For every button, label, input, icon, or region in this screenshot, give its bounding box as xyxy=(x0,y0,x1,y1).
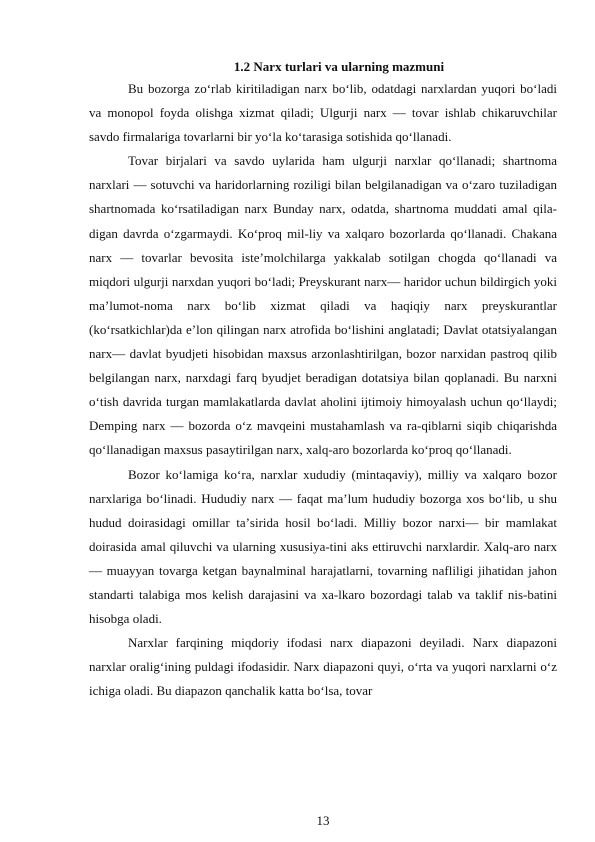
paragraph: Narxlar farqining miqdoriy ifodasi narx diapazoni deyiladi. Narx diapazoni narxlar oraligʻining puldagi ifodasidir. Narx diapazoni quyi, oʻrta va yuqori narxlarni oʻz ichiga oladi. Bu diapazon qanchalik katta boʻlsa, tovar xyxy=(89,635,557,699)
paragraph: Bu bozorga zoʻrlab kiritiladigan narx boʻlib, odatdagi narxlardan yuqori boʻladi va monopol foyda olishga xizmat qiladi; Ulgurji narx — tovar ishlab chikaruvchilar savdo firmalariga tovarlarni bir yoʻla koʻtarasiga sotishida qoʻllanadi. xyxy=(89,81,557,145)
paragraph: Bozor koʻlamiga koʻra, narxlar xududiy (mintaqaviy), milliy va xalqaro bozor narxlariga boʻlinadi. Hududiy narx — faqat maʼlum hududiy bozorga xos boʻlib, u shu hudud doirasidagi omillar taʼsirida hosil boʻladi. Milliy bozor narxi— bir mamlakat doirasida amal qiluvchi va ularning xususiya-tini aks ettiruvchi narxlardir. Xalq-aro narx — muayyan tovarga ketgan baynalminal harajatlarni, tovarning nafliligi jihatidan jahon standarti talabiga mos kelish darajasini va xa-lkaro bozordagi talab va taklif nis-batini hisobga oladi. xyxy=(89,466,557,627)
section-heading: 1.2 Narx turlari va ularning mazmuni xyxy=(233,59,445,74)
paragraph: Tovar birjalari va savdo uylarida ham ulgurji narxlar qoʻllanadi; shartnoma narxlari — sotuvchi va haridorlarning roziligi bilan belgilanadigan va oʻzaro tuziladigan shartnomada koʻrsatiladigan narx Bunday narx, odatda, shartnoma muddati amal qila-digan davrda oʻzgarmaydi. Koʻproq mil-liy va xalqaro bozorlarda qoʻllanadi. Chakana narx — tovarlar bevosita isteʼmolchilarga yakkalab sotilgan chogda qoʻllanadi va miqdori ulgurji narxdan yuqori boʻladi; Preyskurant narx— haridor uchun bildirgich yoki maʼlumot-noma narx boʻlib xizmat qiladi va haqiqiy narx preyskurantlar (koʻrsatkichlar)da eʼlon qilingan narx atrofida boʻlishini anglatadi; Davlat otatsiyalangan narx— davlat byudjeti hisobidan maxsus arzonlashtirilgan, bozor narxidan pastroq qilib belgilangan narx, narxdagi farq byudjet beradigan dotatsiya bilan qoplanadi. Bu narxni oʻtish davrida turgan mamlakatlarda davlat aholini ijtimoiy himoyalash uchun qoʻllaydi; Demping narx — bozorda oʻz mavqeini mustahamlash va ra-qiblarni siqib chiqarishda qoʻllanadigan maxsus pasaytirilgan narx, xalq-aro bozorlarda koʻproq qoʻllanadi. xyxy=(89,153,557,458)
body-text xyxy=(89,77,557,703)
page-number: 13 xyxy=(316,813,330,828)
